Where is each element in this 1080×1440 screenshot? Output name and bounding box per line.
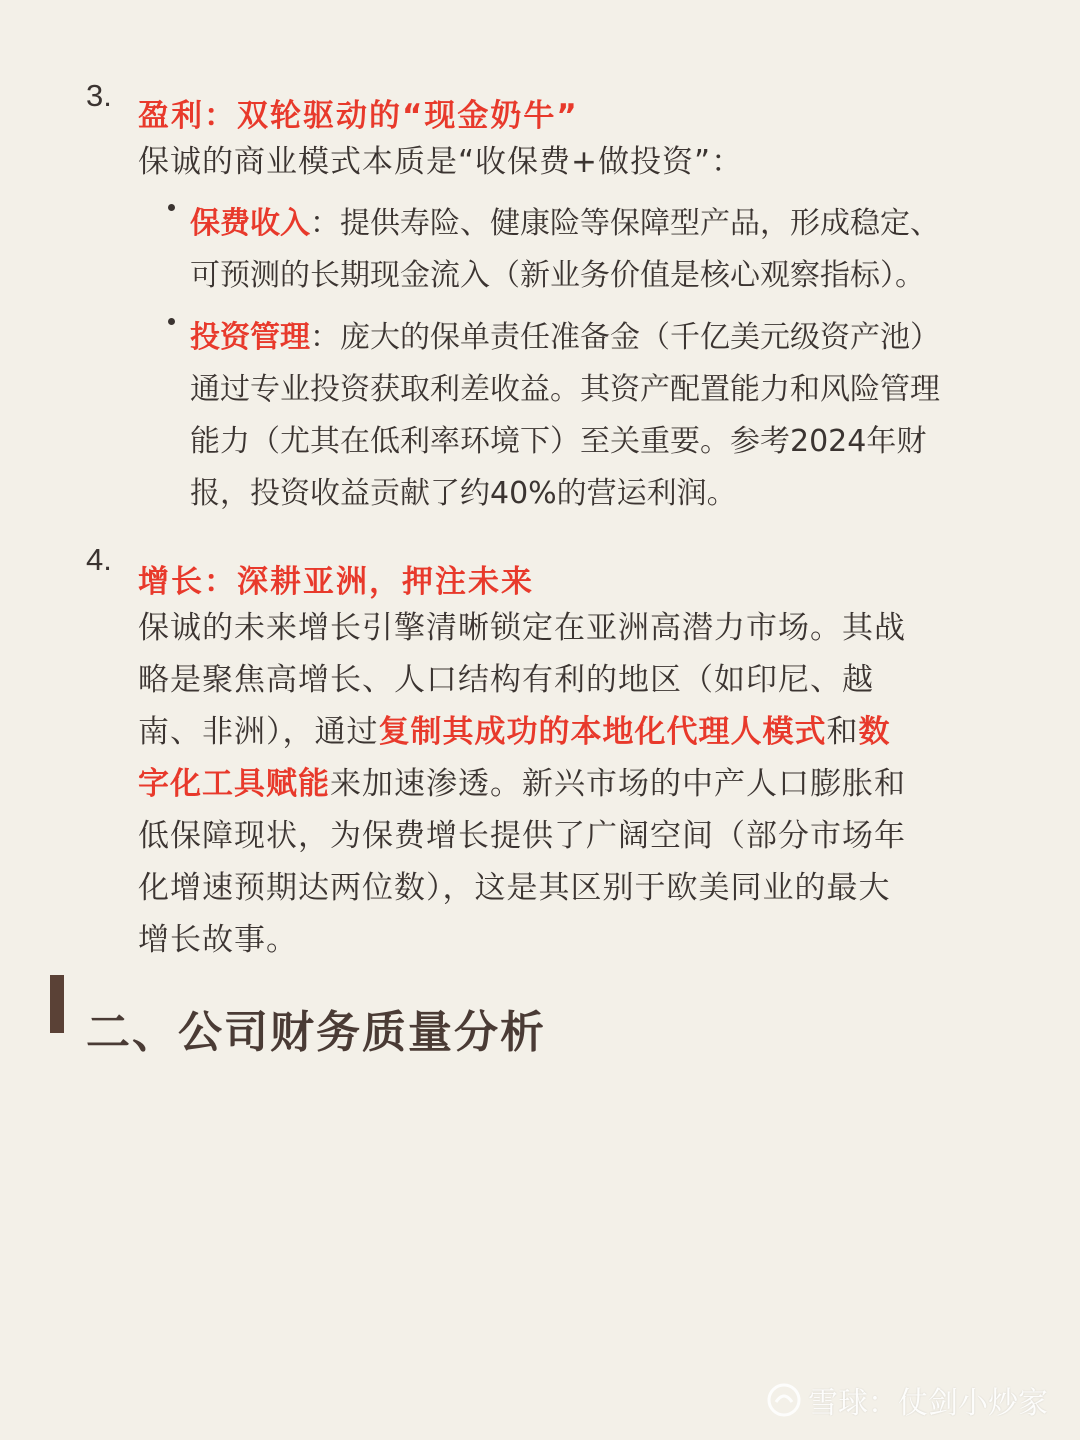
watermark [766,1378,1048,1422]
bullet-line: ：提供寿险、健康险等保障型产品，形成稳定、 [310,206,940,241]
section-title: 二、公司财务质量分析 [86,1007,546,1058]
item-4-heading: 增长：深耕亚洲，押注未来 [138,564,534,600]
para-line: 低保障现状，为保费增长提供了广阔空间（部分市场年 [138,818,906,854]
bullet-line: 可预测的长期现金流入（新业务价值是核心观察指标）。 [190,258,925,293]
item-3-number: 3. [86,78,112,113]
para-text: 和 [826,714,859,750]
bullet-line: 能力（尤其在低利率环境下）至关重要。参考2024年财 [190,424,927,459]
bullet-line: 报，投资收益贡献了约40%的营运利润。 [190,476,737,511]
bullet-line: ：庞大的保单责任准备金（千亿美元级资产池） [310,320,940,355]
bullet-investment-management [190,312,1020,520]
para-line: 增长故事。 [138,922,298,958]
section-title-bar [50,975,64,1033]
item-4-number: 4. [86,542,112,577]
item-3-heading: 盈利：双轮驱动的“现金奶牛” [138,98,579,134]
bullet-dot [168,318,175,325]
bullet-label: 投资管理 [190,320,310,355]
bullet-premium-income [190,198,1020,302]
item-4-paragraph [138,602,1018,966]
highlight-text: 字化工具赋能 [138,766,330,802]
para-line: 略是聚焦高增长、人口结构有利的地区（如印尼、越 [138,662,874,698]
item-3-intro: 保诚的商业模式本质是“收保费+做投资”： [138,144,744,180]
watermark-text: 雪球：仗剑小炒家 [808,1386,1048,1421]
bullet-label: 保费收入 [190,206,310,241]
highlight-text: 复制其成功的本地化代理人模式 [378,714,827,750]
bullet-line: 通过专业投资获取利差收益。其资产配置能力和风险管理 [190,372,940,407]
para-text: 来加速渗透。新兴市场的中产人口膨胀和 [330,766,906,802]
para-text: 南、非洲），通过 [138,714,379,750]
highlight-text: 数 [858,714,891,750]
para-line: 化增速预期达两位数），这是其区别于欧美同业的最大 [138,870,891,906]
snowball-logo-icon [766,1382,802,1418]
bullet-dot [168,204,175,211]
para-line: 保诚的未来增长引擎清晰锁定在亚洲高潜力市场。其战 [138,610,906,646]
